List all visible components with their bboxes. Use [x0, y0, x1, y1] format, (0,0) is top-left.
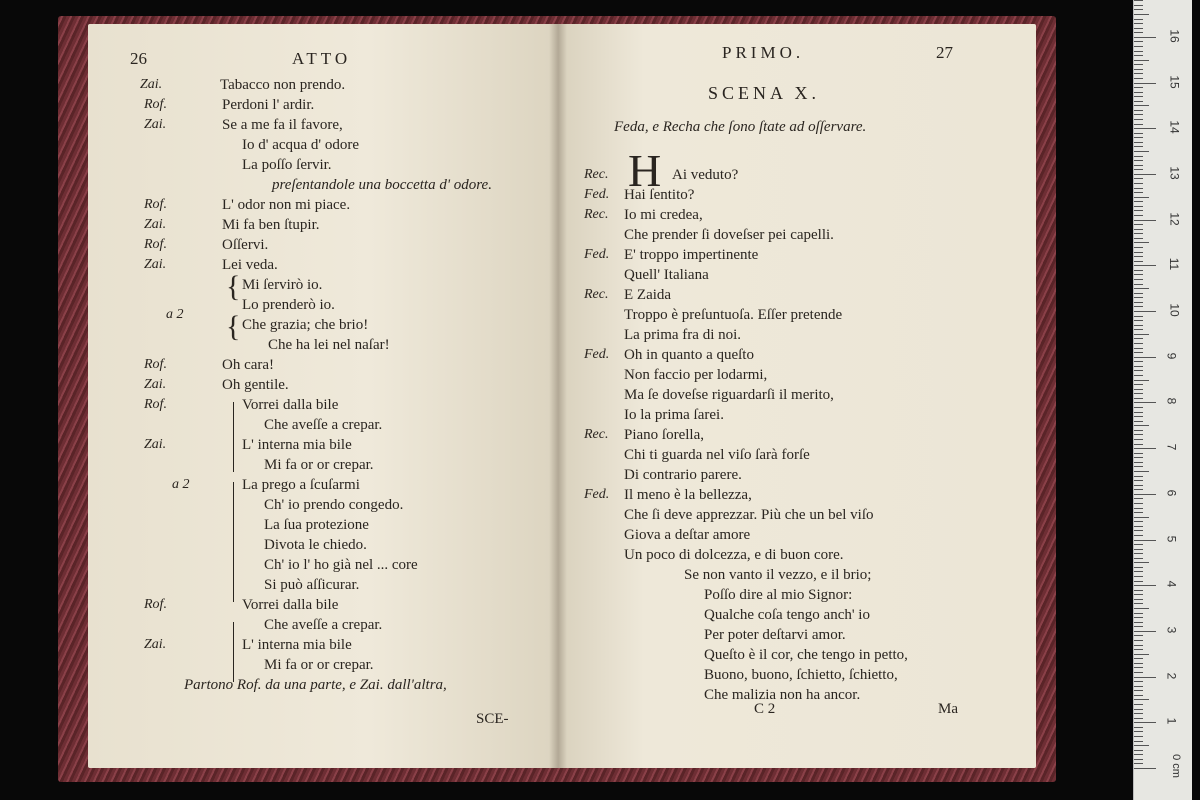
- ruler-tick: [1134, 78, 1143, 79]
- verse-line: Per poter deſtarvi amor.: [704, 627, 846, 643]
- ruler-tick: [1134, 654, 1149, 655]
- ruler-tick: [1134, 306, 1143, 307]
- ruler-tick: [1134, 448, 1156, 449]
- ruler-tick: [1134, 498, 1143, 499]
- ruler-number: 9: [1164, 352, 1179, 360]
- ruler-tick: [1134, 146, 1143, 147]
- verse-line: La poſſo ſervir.: [242, 157, 332, 173]
- ruler-tick: [1134, 37, 1156, 38]
- verse-line: Io d' acqua d' odore: [242, 137, 360, 153]
- ruler-tick: [1134, 238, 1143, 239]
- ruler-number: 14: [1167, 120, 1182, 134]
- ruler-tick: [1134, 416, 1143, 417]
- ruler-tick: [1134, 608, 1149, 609]
- ruler-tick: [1134, 544, 1143, 545]
- ruler-tick: [1134, 352, 1143, 353]
- ruler-tick: [1134, 156, 1143, 157]
- ruler-tick: [1134, 316, 1143, 317]
- ruler-tick: [1134, 709, 1143, 710]
- ruler-tick: [1134, 9, 1143, 10]
- verse-line: Queſto è il cor, che tengo in petto,: [704, 647, 908, 663]
- verse-line: Che aveſſe a crepar.: [264, 617, 383, 633]
- ruler-tick: [1134, 23, 1143, 24]
- verse-line: Un poco di dolcezza, e di buon core.: [624, 547, 844, 563]
- ruler-tick: [1134, 412, 1143, 413]
- ruler-tick: [1134, 731, 1143, 732]
- ruler-number: 12: [1167, 211, 1182, 226]
- ruler-tick: [1134, 521, 1143, 522]
- verse-line: Ch' io prendo congedo.: [264, 497, 404, 513]
- ruler-tick: [1134, 28, 1143, 29]
- ruler-tick: [1134, 480, 1143, 481]
- ruler-tick: [1134, 224, 1143, 225]
- verse-line: Ch' io l' ho già nel ... core: [264, 557, 418, 573]
- ruler-tick: [1134, 297, 1143, 298]
- ruler-tick: [1134, 0, 1143, 1]
- verse-line: Vorrei dalla bile: [242, 397, 339, 413]
- verse-line: Che ha lei nel naſar!: [268, 337, 390, 353]
- ruler-tick: [1134, 247, 1143, 248]
- ruler-tick: [1134, 741, 1143, 742]
- ruler-number: 3: [1164, 626, 1179, 634]
- ruler-tick: [1134, 558, 1143, 559]
- ruler-tick: [1134, 137, 1143, 138]
- ruler-tick: [1134, 32, 1143, 33]
- ruler-tick: [1134, 83, 1156, 84]
- ruler-tick: [1134, 51, 1143, 52]
- verse-line: Che prender ſi doveſser pei capelli.: [624, 227, 834, 243]
- ruler-tick: [1134, 677, 1156, 678]
- bracket-line: [233, 402, 234, 472]
- verse-line: Quell' Italiana: [624, 267, 709, 283]
- ruler-number: 2: [1164, 672, 1179, 679]
- ruler-tick: [1134, 759, 1143, 760]
- verse-line: Ma ſe doveſse riguardarſi il merito,: [624, 387, 834, 403]
- ruler-tick: [1134, 206, 1143, 207]
- ruler-tick: [1134, 110, 1143, 111]
- speaker-label: Zai.: [140, 77, 163, 92]
- ruler-tick: [1134, 233, 1143, 234]
- speaker-label: Rof.: [144, 237, 167, 252]
- ruler-tick: [1134, 750, 1143, 751]
- speaker-label: Rof.: [144, 197, 167, 212]
- verse-line: Vorrei dalla bile: [242, 597, 339, 613]
- ruler-tick: [1134, 348, 1143, 349]
- ruler-tick: [1134, 265, 1156, 266]
- speaker-label: Rof.: [144, 597, 167, 612]
- verse-line: Io la prima ſarei.: [624, 407, 724, 423]
- ruler-tick: [1134, 626, 1143, 627]
- ruler-tick: [1134, 476, 1143, 477]
- ruler-tick: [1134, 722, 1156, 723]
- ruler-tick: [1134, 494, 1156, 495]
- ruler-tick: [1134, 398, 1143, 399]
- verse-line: Se non vanto il vezzo, e il brio;: [684, 567, 872, 583]
- ruler-tick: [1134, 594, 1143, 595]
- speaker-label: Rec.: [584, 167, 609, 182]
- page-number: 27: [936, 43, 953, 62]
- ruler-tick: [1134, 768, 1156, 769]
- stage-direction: Feda, e Recha che ſono ſtate ad oſſervare.: [614, 119, 867, 135]
- verse-line: Divota le chiedo.: [264, 537, 367, 553]
- ruler-tick: [1134, 402, 1156, 403]
- ruler-tick: [1134, 736, 1143, 737]
- ruler-tick: [1134, 242, 1149, 243]
- book-gutter: [549, 24, 567, 768]
- ruler-number: 10: [1167, 303, 1182, 317]
- ruler-tick: [1134, 105, 1149, 106]
- verse-line: Qualche coſa tengo anch' io: [704, 607, 870, 623]
- speaker-label: Rof.: [144, 357, 167, 372]
- verse-line: Che ſi deve apprezzar. Più che un bel viſo: [624, 507, 874, 523]
- ruler-tick: [1134, 384, 1143, 385]
- verse-line: Oh in quanto a queſto: [624, 347, 754, 363]
- ruler-tick: [1134, 453, 1143, 454]
- speaker-label: Zai.: [144, 377, 167, 392]
- ruler-number: 4: [1164, 580, 1179, 588]
- speaker-label: a 2: [166, 307, 184, 322]
- scene-title: SCENA X.: [708, 83, 821, 103]
- ruler-tick: [1134, 699, 1149, 700]
- ruler-number: 13: [1167, 166, 1182, 180]
- ruler-tick: [1134, 485, 1143, 486]
- ruler-tick: [1134, 508, 1143, 509]
- ruler-tick: [1134, 197, 1149, 198]
- ruler-tick: [1134, 261, 1143, 262]
- ruler-tick: [1134, 530, 1143, 531]
- ruler-tick: [1134, 471, 1149, 472]
- ruler-tick: [1134, 549, 1143, 550]
- ruler-tick: [1134, 366, 1143, 367]
- ruler-tick: [1134, 389, 1143, 390]
- catchword: SCE-: [476, 711, 509, 727]
- bracket-line: [233, 482, 234, 602]
- verse-line: Il meno è la bellezza,: [624, 487, 752, 503]
- speaker-label: Rof.: [144, 397, 167, 412]
- ruler-tick: [1134, 311, 1156, 312]
- speaker-label: Fed.: [584, 487, 610, 502]
- ruler-tick: [1134, 590, 1143, 591]
- ruler-number: 8: [1164, 398, 1179, 405]
- speaker-label: Rec.: [584, 427, 609, 442]
- ruler-tick: [1134, 284, 1143, 285]
- ruler-tick: [1134, 274, 1143, 275]
- running-header: ATTO: [292, 49, 352, 68]
- ruler-tick: [1134, 46, 1143, 47]
- verse-line: Giova a deſtar amore: [624, 527, 751, 543]
- ruler-tick: [1134, 617, 1143, 618]
- verse-line: Lo prenderò io.: [242, 297, 335, 313]
- ruler-tick: [1134, 622, 1143, 623]
- verse-line: La prima fra di noi.: [624, 327, 742, 343]
- verse-line: E Zaida: [624, 287, 672, 303]
- stage-direction: preſentandole una boccetta d' odore.: [272, 177, 492, 193]
- ruler-tick: [1134, 571, 1143, 572]
- verse-line: Si può aſſicurar.: [264, 577, 360, 593]
- ruler-number: 6: [1164, 489, 1179, 497]
- speaker-label: Rec.: [584, 287, 609, 302]
- verse-line: Chi ti guarda nel viſo ſarà forſe: [624, 447, 810, 463]
- ruler-tick: [1134, 613, 1143, 614]
- verse-line: L' interna mia bile: [242, 637, 352, 653]
- bracket-line: [233, 622, 234, 682]
- ruler-tick: [1134, 444, 1143, 445]
- ruler-tick: [1134, 320, 1143, 321]
- ruler-tick: [1134, 60, 1149, 61]
- ruler-tick: [1134, 96, 1143, 97]
- brace-mark: {: [226, 310, 241, 343]
- verse-line: Che aveſſe a crepar.: [264, 417, 383, 433]
- running-header: PRIMO.: [722, 43, 805, 62]
- brace-mark: {: [226, 270, 241, 303]
- ruler-tick: [1134, 375, 1143, 376]
- ruler-tick: [1134, 425, 1149, 426]
- ruler-tick: [1134, 512, 1143, 513]
- ruler-tick: [1134, 338, 1143, 339]
- ruler-tick: [1134, 713, 1143, 714]
- ruler-tick: [1134, 119, 1143, 120]
- drop-cap: H: [628, 145, 662, 196]
- verse-line: La ſua protezione: [264, 517, 369, 533]
- ruler-tick: [1134, 124, 1143, 125]
- ruler-tick: [1134, 19, 1143, 20]
- ruler-tick: [1134, 745, 1149, 746]
- ruler-tick: [1134, 631, 1156, 632]
- ruler-number: 11: [1167, 258, 1182, 271]
- ruler-tick: [1134, 334, 1149, 335]
- speaker-label: Zai.: [144, 117, 167, 132]
- ruler-tick: [1134, 466, 1143, 467]
- verse-line: Mi fa or or crepar.: [264, 657, 374, 673]
- ruler-tick: [1134, 421, 1143, 422]
- ruler-number: 1: [1164, 717, 1179, 725]
- ruler-tick: [1134, 270, 1143, 271]
- ruler-tick: [1134, 55, 1143, 56]
- ruler-tick: [1134, 599, 1143, 600]
- ruler-number: 15: [1167, 74, 1182, 89]
- ruler-tick: [1134, 5, 1143, 6]
- ruler-number: 16: [1167, 29, 1182, 43]
- ruler-tick: [1134, 101, 1143, 102]
- ruler-tick: [1134, 279, 1143, 280]
- verse-line: Mi fa or or crepar.: [264, 457, 374, 473]
- verse-line: Ai veduto?: [672, 167, 739, 183]
- ruler-tick: [1134, 293, 1143, 294]
- ruler-tick: [1134, 220, 1156, 221]
- verse-line: Di contrario parere.: [624, 467, 742, 483]
- ruler-tick: [1134, 649, 1143, 650]
- ruler-tick: [1134, 133, 1143, 134]
- ruler-tick: [1134, 380, 1149, 381]
- ruler-tick: [1134, 69, 1143, 70]
- verse-line: Lei veda.: [222, 257, 278, 273]
- verse-line: Oh gentile.: [222, 377, 289, 393]
- verse-line: Oſſervi.: [222, 237, 269, 253]
- ruler-tick: [1134, 92, 1143, 93]
- verse-line: Buono, buono, ſchietto, ſchietto,: [704, 667, 898, 683]
- speaker-label: Zai.: [144, 437, 167, 452]
- ruler-tick: [1134, 672, 1143, 673]
- ruler-tick: [1134, 489, 1143, 490]
- ruler-tick: [1134, 640, 1143, 641]
- ruler-tick: [1134, 407, 1143, 408]
- ruler-tick: [1134, 87, 1143, 88]
- ruler-tick: [1134, 114, 1143, 115]
- verse-line: L' interna mia bile: [242, 437, 352, 453]
- verse-line: Oh cara!: [222, 357, 275, 373]
- left-page: [88, 24, 558, 768]
- ruler-tick: [1134, 434, 1143, 435]
- ruler-tick: [1134, 178, 1143, 179]
- verse-line: Hai ſentito?: [624, 187, 695, 203]
- verse-line: Mi ſervirò io.: [242, 277, 323, 293]
- verse-line: Piano ſorella,: [624, 427, 704, 443]
- ruler-tick: [1134, 658, 1143, 659]
- ruler-tick: [1134, 695, 1143, 696]
- stage-direction: Partono Rof. da una parte, e Zai. dall'altra,: [184, 677, 447, 693]
- ruler-tick: [1134, 73, 1143, 74]
- ruler-tick: [1134, 229, 1143, 230]
- ruler-tick: [1134, 754, 1143, 755]
- ruler-tick: [1134, 183, 1143, 184]
- right-page: [558, 24, 1036, 768]
- verse-line: Non faccio per lodarmi,: [624, 367, 768, 383]
- ruler-tick: [1134, 215, 1143, 216]
- ruler-tick: [1134, 393, 1143, 394]
- ruler-tick: [1134, 581, 1143, 582]
- ruler-tick: [1134, 535, 1143, 536]
- speaker-label: a 2: [172, 477, 190, 492]
- speaker-label: Rof.: [144, 97, 167, 112]
- ruler-tick: [1134, 41, 1143, 42]
- ruler-tick: [1134, 343, 1143, 344]
- speaker-label: Rec.: [584, 207, 609, 222]
- ruler-tick: [1134, 603, 1143, 604]
- verse-line: Mi fa ben ſtupir.: [222, 217, 320, 233]
- speaker-label: Fed.: [584, 347, 610, 362]
- ruler-tick: [1134, 635, 1143, 636]
- ruler-unit-label: 0 cm: [1169, 754, 1182, 778]
- ruler-tick: [1134, 503, 1143, 504]
- ruler-tick: [1134, 667, 1143, 668]
- ruler-number: 7: [1164, 443, 1179, 451]
- ruler-tick: [1134, 585, 1156, 586]
- ruler-tick: [1134, 329, 1143, 330]
- ruler-tick: [1134, 142, 1143, 143]
- verse-line: E' troppo impertinente: [624, 247, 759, 263]
- catchword: Ma: [938, 701, 958, 717]
- ruler-tick: [1134, 553, 1143, 554]
- signature-mark: C 2: [754, 701, 776, 717]
- ruler-tick: [1134, 201, 1143, 202]
- ruler-tick: [1134, 562, 1149, 563]
- ruler-tick: [1134, 439, 1143, 440]
- ruler-tick: [1134, 462, 1143, 463]
- verse-line: Poſſo dire al mio Signor:: [704, 587, 853, 603]
- page-number: 26: [130, 49, 147, 68]
- verse-line: Che grazia; che brio!: [242, 317, 369, 333]
- verse-line: La prego a ſcuſarmi: [242, 477, 360, 493]
- ruler-tick: [1134, 361, 1143, 362]
- speaker-label: Zai.: [144, 257, 167, 272]
- ruler-tick: [1134, 165, 1143, 166]
- speaker-label: Zai.: [144, 637, 167, 652]
- ruler-tick: [1134, 288, 1149, 289]
- ruler-tick: [1134, 357, 1156, 358]
- ruler-tick: [1134, 151, 1149, 152]
- speaker-label: Zai.: [144, 217, 167, 232]
- ruler-tick: [1134, 210, 1143, 211]
- ruler-tick: [1134, 686, 1143, 687]
- ruler-tick: [1134, 540, 1156, 541]
- ruler-tick: [1134, 526, 1143, 527]
- ruler-tick: [1134, 690, 1143, 691]
- speaker-label: Fed.: [584, 187, 610, 202]
- verse-line: Io mi credea,: [624, 207, 703, 223]
- verse-line: Che malizia non ha ancor.: [704, 687, 861, 703]
- ruler-tick: [1134, 188, 1143, 189]
- verse-line: Perdoni l' ardir.: [222, 97, 315, 113]
- ruler-tick: [1134, 576, 1143, 577]
- ruler-tick: [1134, 430, 1143, 431]
- ruler-tick: [1134, 517, 1149, 518]
- ruler-tick: [1134, 252, 1143, 253]
- measuring-ruler: [1133, 0, 1192, 800]
- ruler-tick: [1134, 681, 1143, 682]
- ruler-tick: [1134, 718, 1143, 719]
- ruler-tick: [1134, 704, 1143, 705]
- ruler-tick: [1134, 457, 1143, 458]
- ruler-tick: [1134, 567, 1143, 568]
- ruler-tick: [1134, 763, 1143, 764]
- ruler-tick: [1134, 325, 1143, 326]
- verse-line: L' odor non mi piace.: [222, 197, 351, 213]
- ruler-tick: [1134, 160, 1143, 161]
- verse-line: Troppo è preſuntuoſa. Eſſer pretende: [624, 307, 843, 323]
- ruler-tick: [1134, 727, 1143, 728]
- ruler-number: 5: [1164, 535, 1179, 542]
- ruler-tick: [1134, 370, 1143, 371]
- ruler-tick: [1134, 14, 1149, 15]
- ruler-tick: [1134, 169, 1143, 170]
- verse-line: Se a me fa il favore,: [222, 117, 343, 133]
- ruler-tick: [1134, 663, 1143, 664]
- ruler-tick: [1134, 192, 1143, 193]
- ruler-tick: [1134, 256, 1143, 257]
- speaker-label: Fed.: [584, 247, 610, 262]
- ruler-tick: [1134, 174, 1156, 175]
- ruler-tick: [1134, 128, 1156, 129]
- ruler-tick: [1134, 64, 1143, 65]
- ruler-tick: [1134, 645, 1143, 646]
- verse-line: Tabacco non prendo.: [220, 77, 346, 93]
- ruler-tick: [1134, 302, 1143, 303]
